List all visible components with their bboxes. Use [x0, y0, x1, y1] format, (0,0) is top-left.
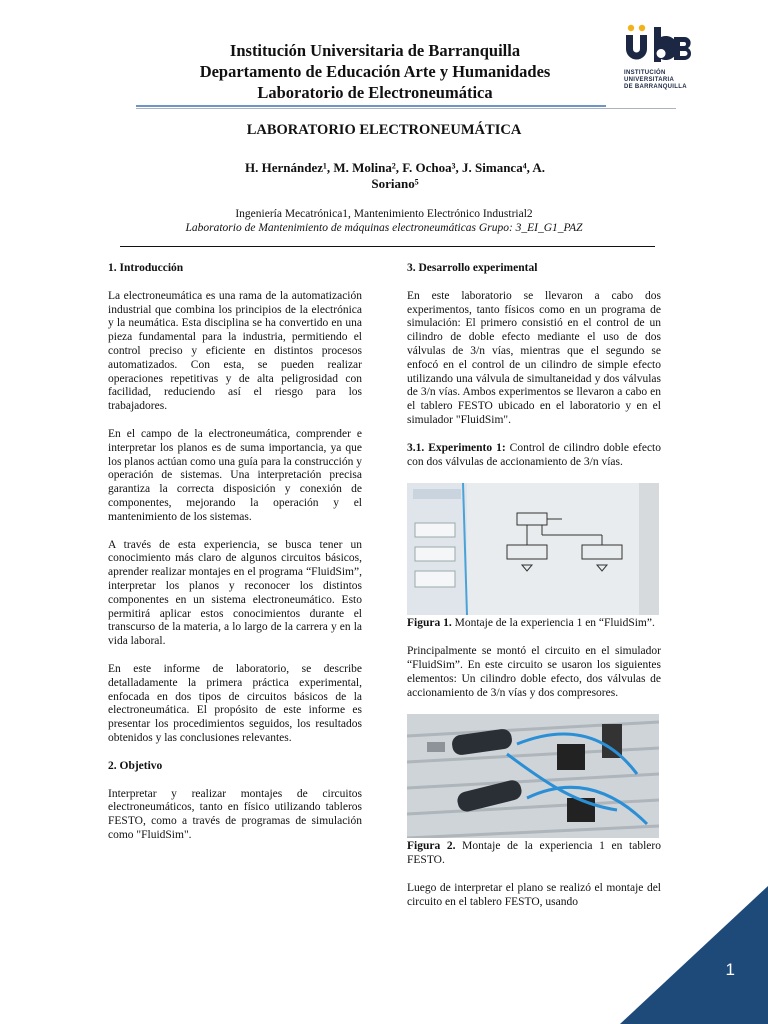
paragraph: En el campo de la electroneumática, comprender e interpretar los planos es de suma importancia, ya que los planos actúan como una guía para la construcción y operación de sistemas. Una interpretación precisa garantiza la correcta disposición y conexión de componentes, mejorando la operación y el mantenimiento de los sistemas.: [108, 427, 362, 523]
figure-2-festo-board-photo: [407, 714, 659, 838]
section-heading-objective: 2. Objetivo: [108, 759, 163, 772]
document-title: LABORATORIO ELECTRONEUMÁTICA: [246, 122, 522, 138]
affiliation-line-1: Ingeniería Mecatrónica1, Mantenimiento Electrónico Industrial2: [235, 208, 533, 220]
affiliation: [100, 207, 668, 235]
figure-1-fluidsim-photo: [407, 483, 659, 615]
header-divider-gray: [136, 108, 676, 109]
title-rule: [120, 246, 655, 247]
page-corner-triangle: [620, 886, 768, 1024]
paragraph: Principalmente se montó el circuito en el simulador “FluidSim”. En este circuito se usaron los siguientes elementos: Un cilindro doble efecto, dos válvulas de accionamiento de 3/n vías y dos compresores.: [407, 645, 661, 699]
experiment-1-paragraph: 3.1. Experimento 1: Control de cilindro doble efecto con dos válvulas de accionamiento de 3/n vías.: [407, 441, 661, 468]
header-divider-blue: [136, 105, 606, 107]
paragraph: En este laboratorio se llevaron a cabo dos experimentos, tanto físicos como en un programa de simulación: El primero consistió en el control de un cilindro de doble efecto mediante el uso de dos válvulas de 3/n vías, mientras que el segundo se enfocó en el control de un cilindro de simple efecto utilizando una válvula de simultaneidad y dos válvulas de 3/n vías. Ambos experimentos se llevaron a cabo en el tablero FESTO ubicado en el laboratorio y en el simulador "FluidSim".: [407, 289, 661, 426]
page-number: 1: [725, 960, 735, 979]
ub-logo-icon: [624, 24, 700, 64]
header-line-1: Institución Universitaria de Barranquilla: [229, 41, 521, 60]
university-logo: [624, 24, 724, 91]
paragraph: La electroneumática es una rama de la automatización industrial que combina los principios de la electrónica y la neumática. Esta disciplina se ha convertido en una pieza fundamental para la industria, permitiendo el control preciso y eficiente en distintos procesos automatizados. Con esta, se pueden realizar operaciones repetitivas y de alta peligrosidad con facilidad, reduciendo así el riesgo para los trabajadores.: [108, 289, 362, 413]
section-heading-development: 3. Desarrollo experimental: [407, 262, 538, 274]
paragraph: Luego de interpretar el plano se realizó el montaje del circuito en el tablero FESTO, usando: [407, 881, 661, 908]
header-line-2: Departamento de Educación Arte y Humanidades: [199, 62, 551, 81]
logo-subtext: INSTITUCIÓN UNIVERSITARIA DE BARRANQUILLA: [624, 70, 687, 90]
institution-header: [140, 40, 610, 103]
section-heading-intro: 1. Introducción: [108, 262, 184, 274]
paragraph: En este informe de laboratorio, se describe detalladamente la primera práctica experimental, enfocada en dos tipos de circuitos básicos de la electroneumática. El propósito de este informe es presentar los procedimientos seguidos, los resultados obtenidos y las conclusiones relevantes.: [108, 662, 362, 744]
figure-1-caption: Figura 1. Montaje de la experiencia 1 en “FluidSim”.: [407, 617, 655, 630]
left-column: [108, 262, 362, 857]
paragraph: Interpretar y realizar montajes de circuitos electroneumáticos, tanto en físico utilizando tableros FESTO, como a través de programas de simulación como "FluidSim".: [108, 787, 362, 841]
affiliation-line-2: Laboratorio de Mantenimiento de máquinas electroneumáticas Grupo: 3_EI_G1_PAZ: [185, 222, 583, 234]
right-column: [407, 262, 661, 924]
figure-2-caption: Figura 2. Montaje de la experiencia 1 en tablero FESTO.: [407, 840, 661, 867]
paragraph: A través de esta experiencia, se busca tener un conocimiento más claro de algunos circuitos básicos, aprender realizar montajes en el programa “FluidSim”, interpretar los planos y reconocer los distintos componentes en un sistema electroneumático. Esto permitirá aplicar estos conocimientos durante el transcurso de la materia, a lo largo de la carrera y en la vida laboral.: [108, 538, 362, 648]
author-list: H. Hernández¹, M. Molina², F. Ochoa³, J. Simanca⁴, A. Soriano⁵: [244, 160, 546, 191]
header-line-3: Laboratorio de Electroneumática: [257, 83, 493, 102]
